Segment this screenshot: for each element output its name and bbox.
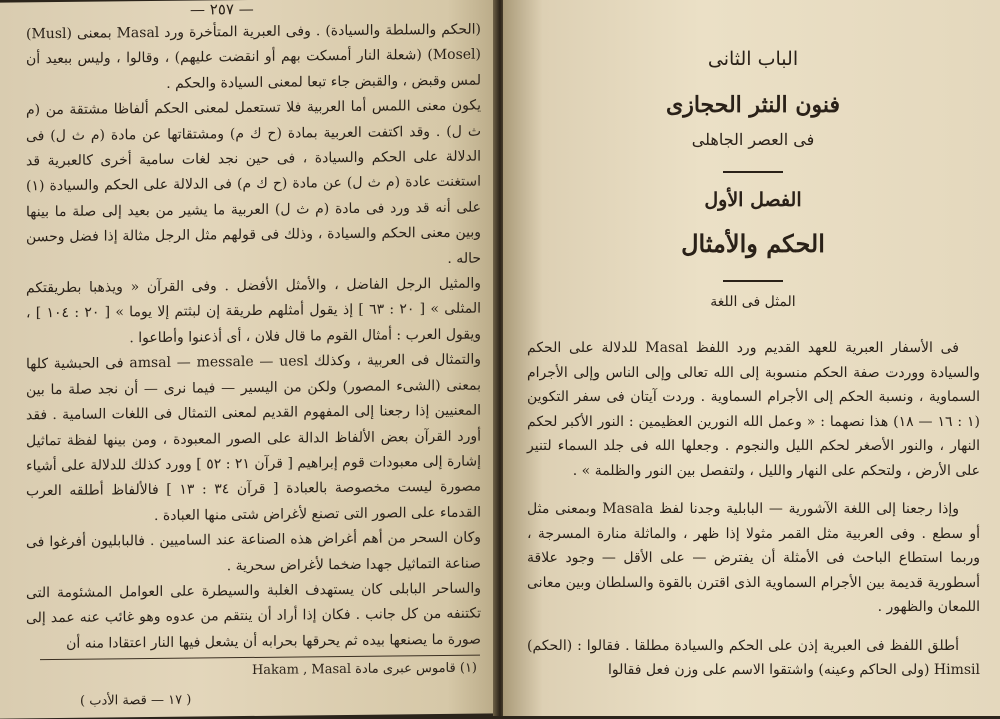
paragraph: وكان السحر من أهم أغراض هذه الصناعة عند الساميين . فالبابليون أفرغوا فى صناعة التماثيل جهدا ضخما لأغراض سحرية . <box>26 529 481 574</box>
chapter-titles <box>563 40 943 310</box>
left-page-body <box>26 18 481 658</box>
section-heading: الحكم والأمثال <box>681 229 825 258</box>
paragraph: يكون معنى اللمس أما العربية فلا تستعمل لمعنى الحكم ألفاظا مشتقة من (م ث ل) . وقد اكتفت العربية بمادة (ح ك م) ومشتقاتها عن مادة (م ث ل) فى الدلالة على الحكم والسيادة ، فى حين نجد لغات سامية أخرى كالعبرية قد استغنت عادة (م ث ل) عن مادة (ح ك م) فى الدلالة على الحكم والسيادة (١) على أنه قد ورد فى مادة (م ث ل) العربية ما يشير من بعيد إلى صلة ما بينها وبين معنى الحكم والسيادة ، وذلك فى قولهم مثل الرجل مثالة إذا فضل وحسن حاله . <box>26 97 481 267</box>
paragraph: أطلق اللفظ فى العبرية إذن على الحكم والسيادة مطلقا . فقالوا : (الحكم) Himsil (ولى الحاكم وعينه) واشتقوا الاسم على وزن فعل فقالوا <box>527 637 980 678</box>
paragraph: (الحكم والسلطة والسيادة) . وفى العبرية المتأخرة ورد Masal بمعنى (Musl) (Mosel) (شعلة النار أمسكت بهم أو انقضت عليهم) ، وقالوا ، وليس ببعيد أن لمس وقبض ، والقبض جاء تبعا لمعنى السيادة والحكم . <box>26 21 482 92</box>
subheading: المثل فى اللغة <box>710 294 796 310</box>
paragraph: وإذا رجعنا إلى اللغة الآشورية — البابلية وجدنا لفظ Masala وبمعنى مثل أو سطع . وفى العربية مثل القمر مثولا إذا ظهر ، والماثلة منارة المسرجة ، وربما استطاع الباحث فى الأمثلة أن يفترض — على الأقل — وجود علاقة أسطورية قديمة بين الأجرام السماوية الذى اقترن بالقوة والسلطان وبين معانى اللمعان والظهور . <box>527 501 980 615</box>
era-subtitle: فى العصر الجاهلى <box>691 130 815 149</box>
paragraph: فى الأسفار العبرية للعهد القديم ورد اللفظ Masal للدلالة على الحكم والسيادة ووردت صفة الحكم منسوبة إلى الله تعالى وإلى الناس وإلى الأجرام السماوية ، ونسبة الحكم إلى الأجرام السماوية . وردت آيتان فى سفر التكوين (١ : ١٦ — ١٨) هذا نصهما : « وعمل الله النورين العظيمين : النور الأكبر لحكم النهار ، والنور الأصغر لحكم الليل والنجوم . وجعلها الله فى جلد السماء لتنير على الأرض ، ولتحكم على النهار والليل ، ولتفصل بين النور والظلمة » . <box>527 340 980 479</box>
divider <box>723 171 783 173</box>
left-page <box>0 0 497 719</box>
divider <box>723 280 783 282</box>
paragraph: والساحر البابلى كان يستهدف الغلبة والسيطرة على العوامل المشئومة التى تكتنفه من كل جانب . فكان إذا أراد أن ينتقم من عدوه وهو غائب عنه عمد إلى صورة ما يصنعها بيده ثم يحرقها بحرابه أن يشعل فيها النار اعتقادا منه أن <box>26 580 481 652</box>
section-title: الفصل الأول <box>704 189 802 211</box>
page-footer: ( ١٧ — قصة الأدب ) <box>80 692 192 709</box>
book-title: فنون النثر الحجازى <box>666 92 840 118</box>
right-page-body <box>527 336 980 697</box>
right-page <box>503 0 1000 716</box>
page-number: — ٢٥٧ — <box>190 0 254 19</box>
footnote: (١) قاموس عبرى مادة Hakam , Masal <box>251 660 477 678</box>
paragraph: والمثيل الرجل الفاضل ، والأمثل الأفضل . وفى القرآن « ويذهبا بطريقتكم المثلى » [ ٢٠ : ٦٣ ] إذ يقول أمثلهم طريقة إن لبثتم إلا يوما » [ ٢٠ : ١٠٤ ] ، ويقول العرب : أمثال القوم ما قال فلان ، أى أذعنوا وأطاعوا . <box>26 275 482 347</box>
paragraph: والتمثال فى العربية ، وكذلك amsal — messale — uesl فى الحبشية كلها بمعنى (الشىء المصور) ولكن من اليسير — فيما نرى — أن نجد صلة ما بين المعنيين إذا رجعنا إلى المفهوم القديم لمعنى التمثال فى اللغات السامية . فقد أورد القرآن بعض الألفاظ الدالة على الصور المعبودة ، ومن بينها لفظة تماثيل إشارة إلى معبودات قوم إبراهيم [ قرآن ٢١ : ٥٢ ] وورد كذلك للدلالة على أشياء مصورة ليست مخصوصة بالعبادة [ قرآن ٣٤ : ١٣ ] فالألفاظ أطلقه العرب القدماء على الصور التى تصنع لأغراض شتى منها العبادة . <box>26 351 482 524</box>
chapter-title: الباب الثانى <box>707 48 799 70</box>
